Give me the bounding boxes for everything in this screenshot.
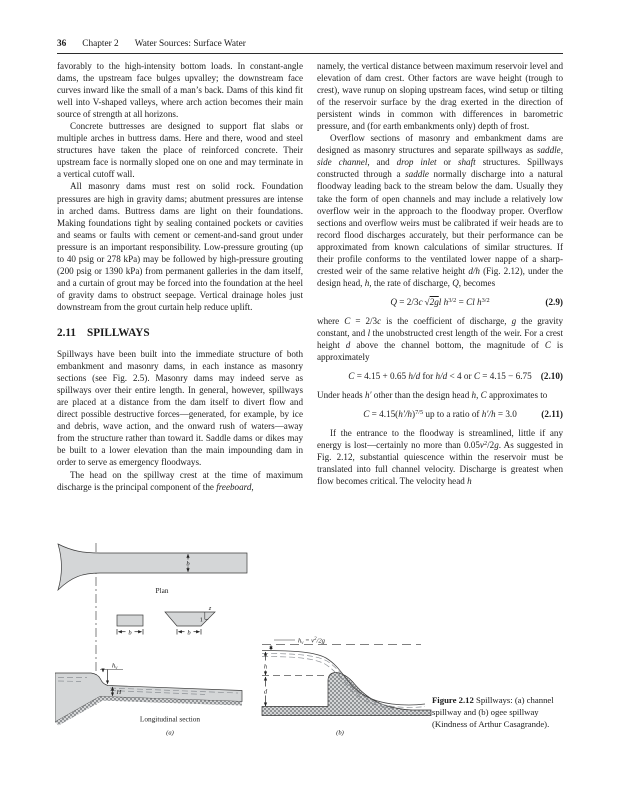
equation-body bbox=[390, 297, 489, 307]
paragraph bbox=[317, 389, 563, 401]
header-rule bbox=[57, 53, 563, 54]
eq-segment: c bbox=[418, 296, 423, 307]
equation-number: (2.11) bbox=[541, 409, 563, 420]
hv-base: h bbox=[112, 662, 116, 670]
text-run-italic: h bbox=[471, 390, 477, 401]
right-column bbox=[317, 60, 563, 487]
ogee-spillway bbox=[262, 637, 431, 736]
equation-number: (2.9) bbox=[545, 296, 563, 307]
hv-sub: v bbox=[301, 641, 304, 647]
paragraph: All masonry dams must rest on solid rock. Foundation pressures are high in gravity dams; abutment pressures are intense in arched dams. Buttress dams are light on their foundations. Making foundations tight by sealing contained pockets or cavities and seams or faults with cement or cement-and-sand grout under pressure is an important responsibility. Low-pressure grouting (up to 40 psig or 278 kPa) may be followed by high-pressure grouting (200 psig or 1390 kPa) from permanent galleries in the dam itself, and a curtain of grout may be forced into the foundation at the heel of gravity dams to obstruct seepage. Vertical drainage holes just downstream from the grout curtain help reduce uplift. bbox=[57, 181, 303, 312]
text-run: . As suggested in Fig. 2.12, substantial quiescence within the reservoir must be translated into full channel velocity. Discharge is greatest when flow becomes critical. The velocity head bbox=[317, 440, 563, 487]
text-run-italic: shaft bbox=[457, 157, 476, 168]
eq-superscript: 3/2 bbox=[481, 296, 490, 304]
eq-segment: C bbox=[348, 371, 355, 382]
label-d: d bbox=[263, 688, 268, 696]
cross-sections bbox=[117, 605, 215, 637]
hv-sub: v bbox=[115, 666, 118, 672]
hv-base: h bbox=[298, 637, 302, 645]
text-run: where bbox=[317, 315, 345, 326]
eq-segment: = 3.0 bbox=[495, 409, 517, 420]
figure-caption bbox=[432, 694, 568, 730]
hv-tail: /2g bbox=[316, 637, 325, 645]
longitudinal-section bbox=[55, 663, 242, 737]
running-head bbox=[57, 39, 563, 49]
hv-sup: 2 bbox=[314, 637, 317, 643]
text-run: approximates to bbox=[486, 390, 548, 401]
eq-segment: h′/h bbox=[398, 409, 412, 420]
text-run-italic: c bbox=[377, 315, 382, 326]
section-number: 2.11 bbox=[57, 326, 76, 339]
equation-2-10 bbox=[317, 370, 563, 382]
text-run-italic: freeboard bbox=[216, 481, 252, 492]
text-run-italic: side channel bbox=[317, 157, 368, 168]
eq-superscript: 3/2 bbox=[448, 296, 457, 304]
text-run-italic: h bbox=[467, 476, 472, 487]
eq-segment: Cl h bbox=[466, 296, 482, 307]
text-run: , bbox=[251, 481, 254, 492]
text-run: Overflow sections of masonry and embankment dams are designed as masonry structures and separate spillways as bbox=[317, 133, 563, 156]
paragraph: namely, the vertical distance between maximum reservoir level and elevation of dam crest. Other factors are wave height (trough to crest), wave runup on sloping upstream faces, wind setup or tilting of the reservoir surface by the drag exerted in the direction of persistent winds in common with differences in barometric pressure, and (for earth embankments only) depth of frost. bbox=[317, 61, 563, 132]
eq-segment: = 4.15 + 0.65 bbox=[354, 371, 409, 382]
text-run-italic: d bbox=[345, 339, 351, 350]
eq-segment: for bbox=[420, 371, 436, 382]
text-run-italic: C bbox=[544, 339, 551, 350]
text-run: or bbox=[436, 157, 458, 168]
eq-segment: C bbox=[363, 409, 370, 420]
text-run-italic: g bbox=[511, 315, 517, 326]
text-run: is approximately bbox=[317, 339, 563, 363]
equation-body bbox=[348, 371, 531, 381]
section-heading bbox=[57, 327, 303, 339]
paragraph: favorably to the high-intensity bottom loads. In constant-angle dams, the upstream face bulges upvalley; the downstream face curves inward like the small of a man’s back. Dams of this kind fit well into V-shaped valleys, where arch action becomes their main source of strength at all horizons. bbox=[57, 61, 303, 120]
text-run: other than the design head bbox=[371, 390, 472, 401]
label-plan-b: b bbox=[186, 560, 190, 568]
text-run: , becomes bbox=[458, 277, 496, 288]
text-run-italic: l bbox=[367, 327, 371, 338]
label-slope-one: 1 bbox=[199, 616, 203, 624]
eq-segment: ) bbox=[412, 409, 416, 420]
text-run: Under heads bbox=[317, 390, 365, 401]
text-run: normally discharge into a natural floodway leading back to the stream below the dam. Usually they take the form of open channels and may include a relatively low overflow weir in the approach to the floodway proper. Overflow sections and overflow weirs must be calibrated if weir heads are to record flood discharges accurately, but their performance can be approximated from known calculations of similar structures. If their profile conforms to the ventilated lower nappe of a sharp-crested weir of the same relative height bbox=[317, 169, 563, 276]
running-title: Water Sources: Surface Water bbox=[134, 39, 246, 49]
radical-sign: √ bbox=[424, 296, 430, 307]
label-rect-b: b bbox=[128, 629, 132, 637]
equation-2-11 bbox=[317, 408, 563, 420]
text-run-italic: g bbox=[494, 440, 499, 451]
paragraph bbox=[317, 132, 563, 289]
text-superscript: 2 bbox=[483, 439, 488, 447]
text-run: above the channel bottom, the magnitude of bbox=[350, 339, 545, 350]
left-column bbox=[57, 60, 303, 493]
eq-segment: = 2/3 bbox=[396, 296, 419, 307]
text-run-italic: saddle bbox=[405, 169, 429, 180]
text-run-italic: drop inlet bbox=[396, 157, 437, 168]
caption-figure-number: Figure 2.12 bbox=[432, 695, 474, 705]
label-a: (a) bbox=[166, 729, 174, 737]
caption-text: Spillways: (a) channel spillway and (b) ogee spillway (Kindness of Arthur Casagrande). bbox=[432, 695, 554, 729]
label-h: h bbox=[263, 663, 268, 671]
text-run-italic: Q bbox=[452, 277, 459, 288]
eq-segment: h′/h bbox=[481, 409, 496, 420]
paragraph bbox=[317, 427, 563, 487]
text-run: , bbox=[476, 390, 481, 401]
text-run: /2 bbox=[487, 440, 495, 451]
eq-segment: l h bbox=[438, 296, 449, 307]
text-run-italic: h bbox=[364, 277, 370, 288]
label-b-tag: (b) bbox=[336, 729, 344, 737]
hv-dimension-b bbox=[271, 640, 295, 650]
text-run-italic: v bbox=[479, 440, 484, 451]
text-run: , the rate of discharge, bbox=[369, 277, 453, 288]
text-run: If the entrance to the floodway is streamlined, little if any energy is lost—certainly no more than 0.05 bbox=[317, 428, 563, 451]
text-run: = 2/3 bbox=[350, 315, 378, 326]
hv-mid: = v bbox=[303, 637, 315, 645]
paragraph bbox=[317, 315, 563, 363]
equation-number: (2.10) bbox=[540, 371, 563, 382]
text-run: the unobstructed crest length of the weir. For a crest height bbox=[317, 327, 563, 350]
eq-segment: = bbox=[456, 296, 467, 307]
text-run-italic: C bbox=[344, 315, 351, 326]
chapter-label: Chapter 2 bbox=[82, 39, 119, 49]
label-slope-z: z bbox=[208, 604, 212, 612]
page-number: 36 bbox=[57, 39, 67, 49]
plan-channel-shape bbox=[58, 544, 247, 590]
paragraph bbox=[57, 469, 303, 493]
paragraph: Spillways have been built into the immediate structure of both embankment and masonry dams, in each instance as masonry sections (see Fig. 2.5). Masonry dams may indeed serve as spillways over their entire length. In general, however, spillways are placed at a distance from the dam itself to divert flow and direct possible destructive forces—generated, for example, by ice and debris, wave action, and the onward rush of waters—away from the structure rather than toward it. Saddle dams or dikes may be built to a lower elevation than the main impounding dam in order to serve as emergency floodways. bbox=[57, 349, 303, 468]
label-plan: Plan bbox=[155, 586, 169, 595]
eq-segment: h/d bbox=[408, 371, 421, 382]
eq-segment: Q bbox=[390, 296, 397, 307]
label-longitudinal-section: Longitudinal section bbox=[139, 714, 201, 724]
eq-segment: = 4.15( bbox=[369, 409, 399, 420]
eq-segment: up to a ratio of bbox=[423, 409, 482, 420]
label-trap-b: b bbox=[187, 629, 191, 637]
section-title: SPILLWAYS bbox=[86, 326, 150, 339]
text-run: , and bbox=[367, 157, 397, 168]
hv-dimension bbox=[100, 670, 123, 684]
eq-segment: = 4.15 − 6.75 bbox=[480, 371, 532, 382]
label-H: H bbox=[116, 689, 122, 696]
text-run: , bbox=[560, 145, 563, 156]
rect-section-shape bbox=[117, 615, 143, 626]
radicand: 2g bbox=[429, 296, 439, 307]
eq-segment: h/d bbox=[435, 371, 448, 382]
text-run-italic: C bbox=[480, 390, 487, 401]
text-run: the gravity constant, and bbox=[317, 315, 564, 338]
text-run: structures. Spillways constructed through a bbox=[317, 157, 563, 180]
equation-2-9 bbox=[317, 296, 563, 308]
eq-segment: C bbox=[473, 371, 480, 382]
text-run-italic: d/h bbox=[468, 265, 480, 276]
text-run: The head on the spillway crest at the time of maximum discharge is the principal component of the bbox=[57, 469, 303, 492]
label-hv-a bbox=[112, 663, 118, 672]
text-run-italic: h′ bbox=[364, 390, 372, 401]
eq-segment: < 4 or bbox=[447, 371, 474, 382]
paragraph: Concrete buttresses are designed to support flat slabs or multiple arches in buttress dams. Here and there, wood and steel structures have taken the place of reinforced concrete. Their upstream face is normally sloped one on one and may terminate in a vertical cutoff wall. bbox=[57, 121, 303, 180]
eq-superscript: 7/5 bbox=[415, 408, 424, 416]
plan-view bbox=[58, 544, 247, 595]
equation-body bbox=[363, 409, 517, 419]
text-run-italic: saddle bbox=[536, 145, 561, 156]
text-run: (Fig. 2.12), under the design head, bbox=[317, 265, 563, 288]
text-run: is the coefficient of discharge, bbox=[381, 315, 512, 326]
